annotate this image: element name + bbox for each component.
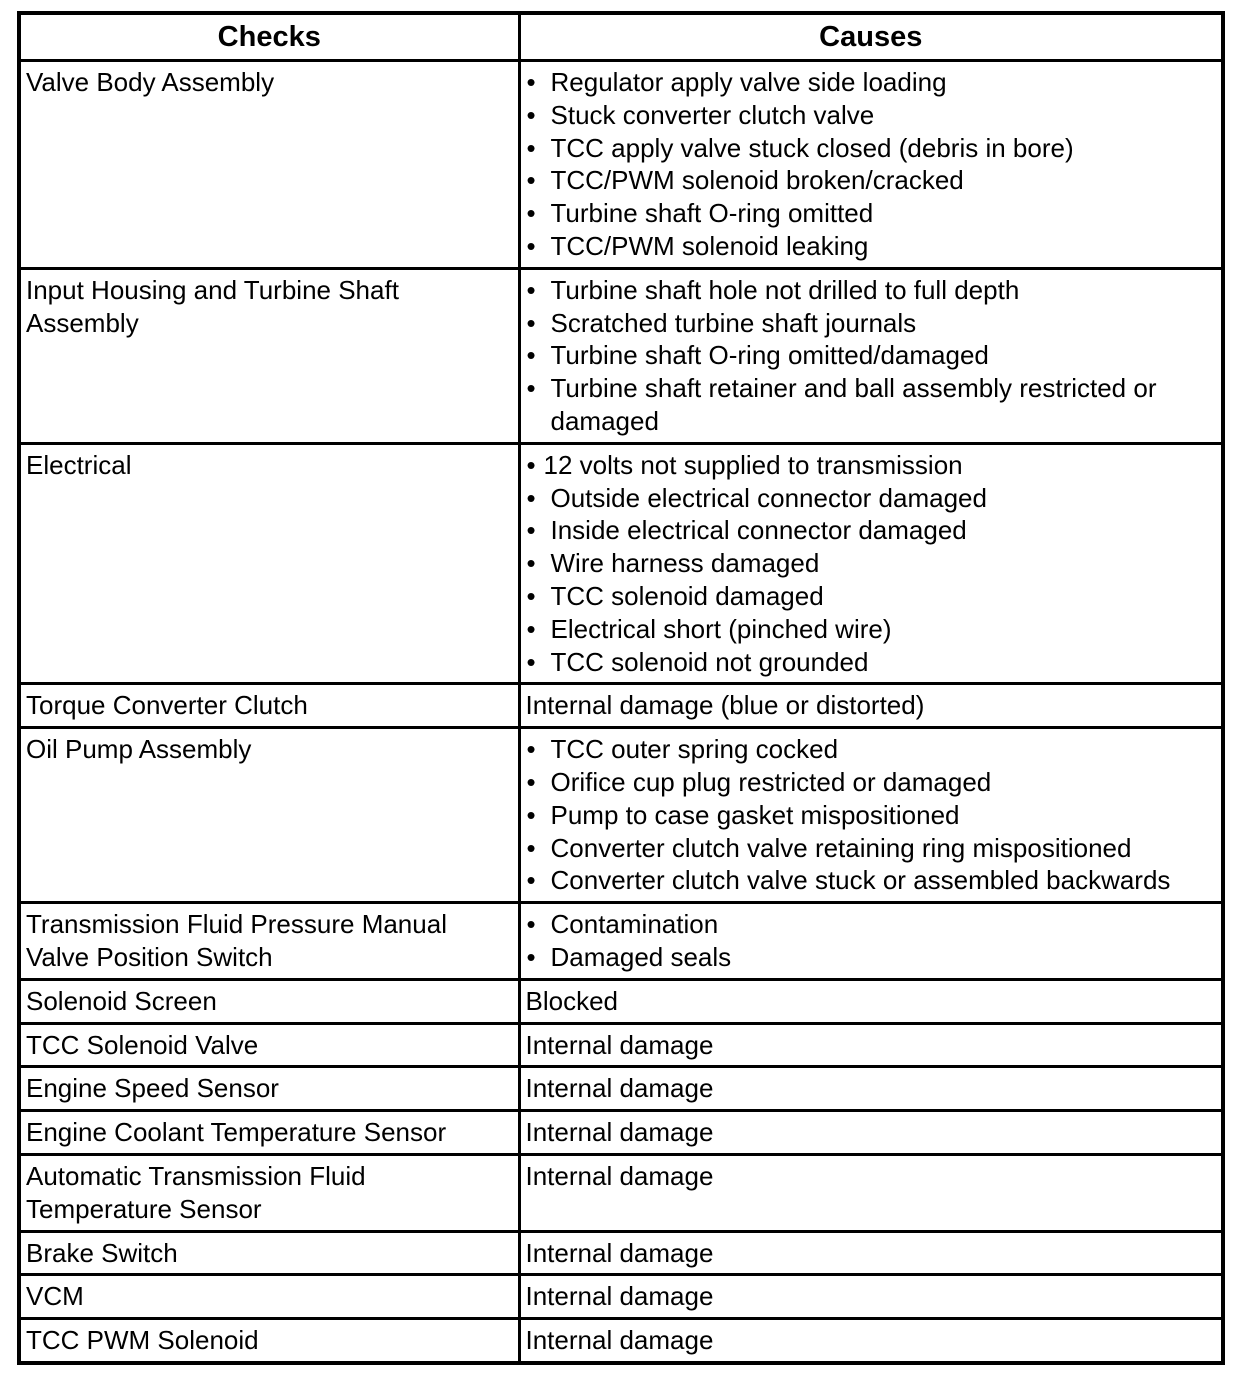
cause-cell: Internal damage xyxy=(519,1067,1223,1111)
check-cell: Oil Pump Assembly xyxy=(19,728,519,903)
cause-item: • TCC/PWM solenoid broken/cracked xyxy=(526,164,1216,197)
cause-cell: Internal damage xyxy=(519,1275,1223,1319)
check-cell: TCC PWM Solenoid xyxy=(19,1319,519,1363)
causes-cell xyxy=(519,61,1223,269)
causes-list xyxy=(526,274,1216,438)
table-row xyxy=(19,443,1223,684)
causes-list xyxy=(526,66,1216,263)
cause-item: • Converter clutch valve stuck or assembled backwards xyxy=(526,864,1216,897)
cause-item: • Orifice cup plug restricted or damaged xyxy=(526,766,1216,799)
cause-item: • TCC/PWM solenoid leaking xyxy=(526,230,1216,263)
check-cell: Engine Coolant Temperature Sensor xyxy=(19,1111,519,1155)
cause-cell: Internal damage (blue or distorted) xyxy=(519,684,1223,728)
cause-item: • 12 volts not supplied to transmission xyxy=(526,449,1216,482)
table-row xyxy=(19,1319,1223,1363)
check-cell: Automatic Transmission Fluid Temperature Sensor xyxy=(19,1154,519,1231)
causes-cell xyxy=(519,903,1223,980)
check-cell: Solenoid Screen xyxy=(19,979,519,1023)
table-row xyxy=(19,979,1223,1023)
cause-cell: Internal damage xyxy=(519,1319,1223,1363)
causes-cell xyxy=(519,268,1223,443)
checks-causes-table xyxy=(17,11,1225,1365)
causes-cell xyxy=(519,728,1223,903)
column-header-causes: Causes xyxy=(519,13,1223,61)
check-cell: TCC Solenoid Valve xyxy=(19,1023,519,1067)
check-cell: Brake Switch xyxy=(19,1231,519,1275)
cause-item: • TCC solenoid not grounded xyxy=(526,646,1216,679)
cause-item: • TCC outer spring cocked xyxy=(526,733,1216,766)
cause-item: • Pump to case gasket mispositioned xyxy=(526,799,1216,832)
check-cell: Electrical xyxy=(19,443,519,684)
cause-item: • Electrical short (pinched wire) xyxy=(526,613,1216,646)
table-row xyxy=(19,1111,1223,1155)
cause-item: • Turbine shaft hole not drilled to full depth xyxy=(526,274,1216,307)
table-row xyxy=(19,1154,1223,1231)
table-row xyxy=(19,1023,1223,1067)
cause-item: • Damaged seals xyxy=(526,941,1216,974)
cause-item: • TCC apply valve stuck closed (debris in bore) xyxy=(526,132,1216,165)
column-header-checks: Checks xyxy=(19,13,519,61)
check-cell: Input Housing and Turbine Shaft Assembly xyxy=(19,268,519,443)
table-row xyxy=(19,684,1223,728)
causes-list xyxy=(526,733,1216,897)
check-cell: VCM xyxy=(19,1275,519,1319)
cause-item: • Inside electrical connector damaged xyxy=(526,514,1216,547)
table-row xyxy=(19,1231,1223,1275)
table-row xyxy=(19,903,1223,980)
causes-list xyxy=(526,449,1216,679)
table-row xyxy=(19,61,1223,269)
cause-item: • Contamination xyxy=(526,908,1216,941)
causes-cell xyxy=(519,443,1223,684)
cause-item: • Scratched turbine shaft journals xyxy=(526,307,1216,340)
table-row xyxy=(19,1067,1223,1111)
check-cell: Torque Converter Clutch xyxy=(19,684,519,728)
check-cell: Engine Speed Sensor xyxy=(19,1067,519,1111)
cause-item: • Turbine shaft retainer and ball assembly restricted or damaged xyxy=(526,372,1216,438)
table-row xyxy=(19,268,1223,443)
causes-list xyxy=(526,908,1216,974)
cause-item: • Turbine shaft O-ring omitted/damaged xyxy=(526,339,1216,372)
check-cell: Valve Body Assembly xyxy=(19,61,519,269)
cause-cell: Internal damage xyxy=(519,1154,1223,1231)
cause-cell: Blocked xyxy=(519,979,1223,1023)
cause-cell: Internal damage xyxy=(519,1023,1223,1067)
cause-item: • Wire harness damaged xyxy=(526,547,1216,580)
cause-cell: Internal damage xyxy=(519,1231,1223,1275)
cause-cell: Internal damage xyxy=(519,1111,1223,1155)
cause-item: • Regulator apply valve side loading xyxy=(526,66,1216,99)
cause-item: • Turbine shaft O-ring omitted xyxy=(526,197,1216,230)
header-row xyxy=(19,13,1223,61)
cause-item: • Outside electrical connector damaged xyxy=(526,482,1216,515)
table-row xyxy=(19,1275,1223,1319)
cause-item: • Stuck converter clutch valve xyxy=(526,99,1216,132)
check-cell: Transmission Fluid Pressure Manual Valve Position Switch xyxy=(19,903,519,980)
cause-item: • Converter clutch valve retaining ring mispositioned xyxy=(526,832,1216,865)
cause-item: • TCC solenoid damaged xyxy=(526,580,1216,613)
table-row xyxy=(19,728,1223,903)
